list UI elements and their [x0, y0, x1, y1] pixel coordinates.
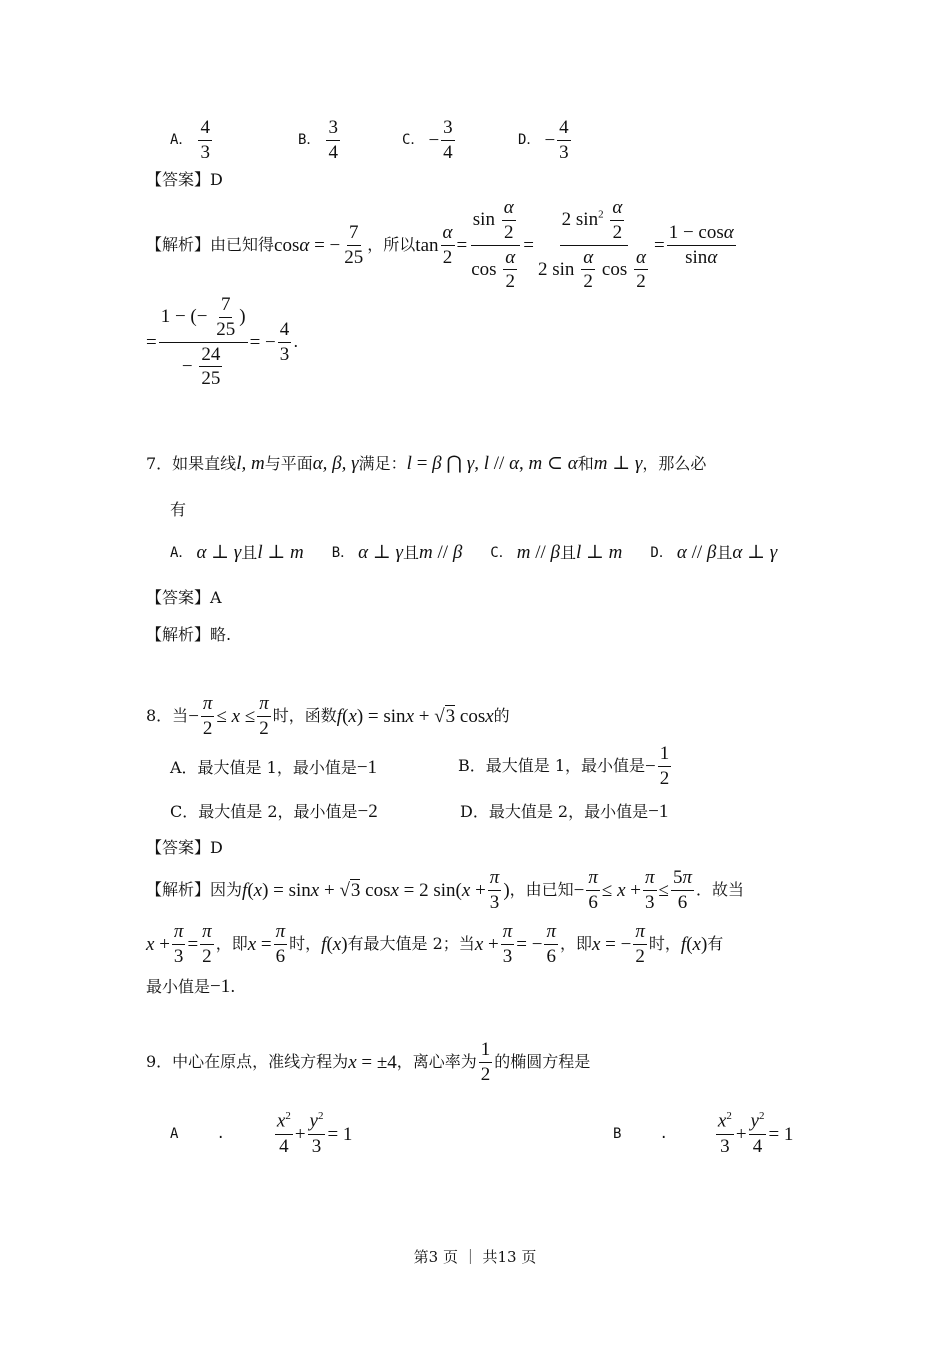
fraction: $\frac{\pi}{3}$	[645, 866, 655, 913]
fraction: $\frac{1 - \cos\alpha}{\sin\alpha}$	[668, 221, 734, 268]
page-footer: 第3 页 ｜ 共13 页	[413, 1248, 537, 1266]
fraction: $\frac{\pi}{2}$	[202, 693, 213, 739]
fraction: $\frac{4}{3}$	[200, 117, 210, 163]
q8-option-d: D．最大值是 2，最小值是−1	[460, 801, 669, 822]
fraction: $\frac{y^2}{3}$	[309, 1110, 324, 1157]
fraction: 2 $\sin^2$ $\frac{\alpha}{2}$ 2 sin $\frac{\alpha}{2}$ cos $\frac{\alpha}{2}$	[538, 196, 646, 293]
fraction: $\frac{4}{3}$	[279, 318, 290, 365]
q8-option-a: A．最大值是 1，最小值是−1	[170, 757, 378, 778]
q7-stem: 7．如果直线 l, m 与平面 α, β, γ 满足： l = β ⋂ γ, l // α, m ⊂ α 和 m ⊥ γ ，那么必	[146, 453, 707, 474]
fraction: 1 − (− $\frac{7}{25}$ ) − $\frac{24}{25}$	[160, 293, 246, 390]
q7-options: A． α ⊥ γ 且 l ⊥ m B． α ⊥ γ 且 m // β C． m // β 且 l ⊥ m D． α // β 且 α ⊥ γ	[170, 542, 778, 563]
q6-option-d: D． − $\frac{4}{3}$	[518, 117, 569, 163]
fraction: $\frac{x^2}{3}$	[717, 1110, 732, 1157]
fraction: $\frac{4}{3}$	[559, 117, 569, 163]
fraction: sin $\frac{\alpha}{2}$ cos $\frac{\alpha}{2}$	[469, 198, 521, 293]
q7-stem-cont: 有	[170, 500, 187, 519]
fraction: $\frac{\pi}{2}$	[202, 920, 212, 967]
q8-analysis-line3: 最小值是−1.	[146, 976, 236, 997]
fraction: $\frac{x^2}{4}$	[276, 1110, 291, 1157]
q6-analysis-line1: 【解析】 由已知得 cosα = − $\frac{7}{25}$ ，所以 tan $\frac{\alpha}{2}$ = sin $\frac{\alpha}{2}$ cos $\frac{\alpha}{2}$ = 2 $\sin^2$ $\frac{\alpha}{2}$ 2 sin $\frac{\alpha}{2}$ cos $\frac{\alpha}{2}$ = $\frac{1 - \cos\alpha}{\sin\alpha}$	[146, 196, 734, 293]
fraction: $\frac{1}{2}$	[659, 743, 670, 789]
q9-stem: 9．中心在原点，准线方程为 x = ±4 ，离心率为 $\frac{1}{2}$ 的椭圆方程是	[146, 1038, 591, 1085]
q9-option-a: A . $\frac{x^2}{4}$ + $\frac{y^2}{3}$ = 1	[170, 1110, 353, 1157]
q9-option-b: B . $\frac{x^2}{3}$ + $\frac{y^2}{4}$ = 1	[613, 1110, 794, 1157]
fraction: $\frac{\pi}{2}$	[259, 693, 269, 739]
fraction: $\frac{\alpha}{2}$	[442, 221, 453, 268]
fraction: $\frac{1}{2}$	[480, 1038, 491, 1085]
q7-answer: 【答案】A	[146, 588, 222, 607]
fraction: $\frac{\pi}{6}$	[275, 920, 286, 967]
fraction: $\frac{\pi}{3}$	[173, 920, 184, 967]
fraction: $\frac{\pi}{6}$	[588, 866, 598, 913]
q8-option-c: C．最大值是 2，最小值是−2	[170, 801, 378, 822]
fraction: $\frac{\pi}{6}$	[546, 920, 556, 967]
fraction: $\frac{\pi}{2}$	[635, 920, 645, 967]
q8-stem: 8．当 − $\frac{\pi}{2}$ ≤ x ≤ $\frac{\pi}{2}$ 时，函数 f(x) = sinx + √3 cosx 的	[146, 693, 510, 739]
fraction: $\frac{3}{4}$	[443, 117, 453, 163]
q8-analysis-line1: 【解析】 因为 f(x) = sinx + √3 cosx = 2 sin(x + $\frac{\pi}{3}$ ) ，由已知 − $\frac{\pi}{6}$ ≤ x + $\frac{\pi}{3}$ ≤ $\frac{5\pi}{6}$ ．故当	[146, 866, 745, 913]
q6-option-b: B． $\frac{3}{4}$	[298, 117, 338, 163]
q6-options	[170, 118, 214, 163]
fraction: $\frac{3}{4}$	[328, 117, 338, 163]
fraction: $\frac{y^2}{4}$	[750, 1110, 765, 1157]
fraction: $\frac{5\pi}{6}$	[672, 866, 692, 913]
q8-answer: 【答案】D	[146, 838, 223, 857]
fraction: $\frac{\pi}{3}$	[502, 920, 513, 967]
q8-option-b: B．最大值是 1，最小值是 − $\frac{1}{2}$	[458, 743, 670, 789]
fraction: $\frac{7}{25}$	[344, 221, 364, 268]
q6-analysis-line2: = 1 − (− $\frac{7}{25}$ ) − $\frac{24}{25}$ = − $\frac{4}{3}$ .	[146, 293, 299, 390]
q6-option-a: A． $\frac{4}{3}$	[170, 117, 210, 163]
q6-option-c: C． − $\frac{3}{4}$	[402, 117, 453, 163]
q6-answer: 【答案】D	[146, 170, 223, 189]
fraction: $\frac{\pi}{3}$	[489, 866, 500, 913]
q7-analysis: 【解析】略.	[146, 625, 232, 644]
q8-analysis-line2: x + $\frac{\pi}{3}$ = $\frac{\pi}{2}$ ，即 x = $\frac{\pi}{6}$ 时， f(x) 有最大值是 2；当 x + $\frac{\pi}{3}$ = − $\frac{\pi}{6}$ ，即 x = − $\frac{\pi}{2}$ 时， f(x) 有	[146, 920, 724, 967]
